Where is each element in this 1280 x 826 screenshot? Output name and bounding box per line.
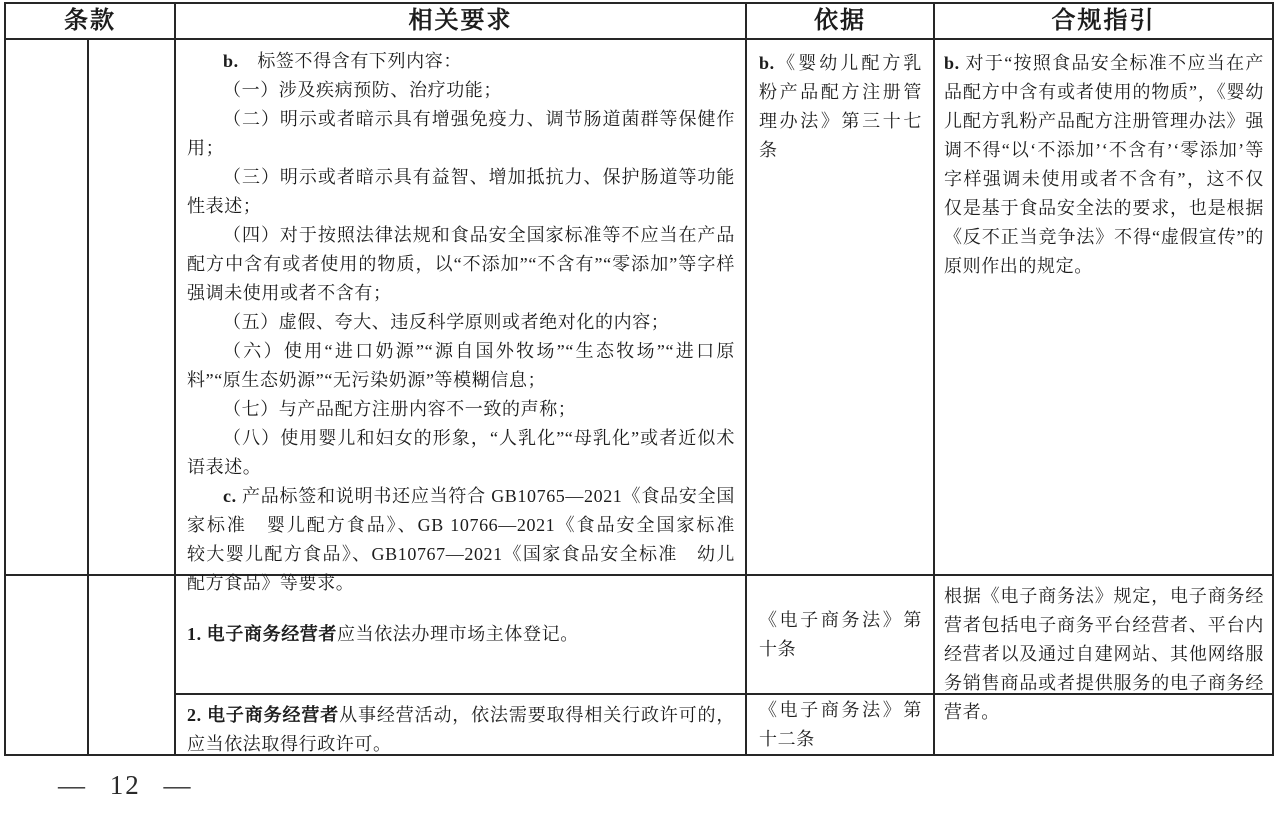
basis-cell-section1: [747, 40, 935, 576]
clause-cell-left-section2: [6, 576, 89, 754]
compliance-table: [4, 2, 1274, 756]
guidance-cell-row2: [935, 695, 1272, 754]
requirement-row1-label: 1. 电子商务经营者: [187, 624, 337, 644]
requirement-paragraph: [187, 308, 735, 337]
page-number: — 12 —: [58, 770, 193, 800]
guidance-cell-section1: [935, 40, 1272, 576]
guidance-row1-text: 根据《电子商务法》规定，电子商务经营者包括电子商务平台经营者、平台内经营者以及通过自建网站、其他网络服务销售商品或者提供服务的电子商务经营者。: [944, 586, 1264, 722]
requirement-paragraph: [187, 337, 735, 395]
requirements-cell-row2: [176, 695, 747, 754]
basis-cell-row2: [747, 695, 935, 754]
guidance-text: 对于“按照食品安全标准不应当在产品配方中含有或者使用的物质”，《婴幼儿配方乳粉产品配方注册管理办法》强调不得“以‘不添加’‘不含有’‘零添加’等字样强调未使用或者不含有”，这不仅仅是基于食品安全法的要求，也是根据《反不正当竞争法》不得“虚假宣传”的原则作出的规定。: [944, 53, 1264, 276]
paragraph-label: b.: [223, 51, 239, 71]
clause-cell-left-section1: [6, 40, 89, 576]
guidance-label: b.: [944, 53, 960, 73]
requirement-paragraph: [187, 47, 735, 76]
requirements-cell-row1: [176, 576, 747, 695]
guidance-paragraph: [944, 49, 1264, 281]
requirements-cell-section1: [176, 40, 754, 593]
basis-text: 《婴幼儿配方乳粉产品配方注册管理办法》第三十七条: [759, 53, 922, 160]
basis-paragraph: [759, 49, 922, 165]
paragraph-text: （七）与产品配方注册内容不一致的声称；: [223, 399, 577, 419]
guidance-cell-row1: [935, 576, 1272, 722]
requirement-paragraph: [187, 163, 735, 221]
paragraph-text: 产品标签和说明书还应当符合 GB10765—2021《食品安全国家标准 婴儿配方食品》、GB 10766—2021《食品安全国家标准 较大婴儿配方食品》、GB10767—2021《国家食品安全标准 幼儿配方食品》等要求。: [187, 486, 754, 593]
paragraph-text: （三）明示或者暗示具有益智、增加抵抗力、保护肠道等功能性表述；: [187, 167, 735, 216]
paragraph-label: c.: [223, 486, 237, 506]
clause-cell-right-section2: [89, 576, 176, 754]
paragraph-text: （六）使用“进口奶源”“源自国外牧场”“生态牧场”“进口原料”“原生态奶源”“无污染奶源”等模糊信息；: [187, 341, 735, 390]
requirement-row1-paragraph: [187, 620, 735, 649]
basis-cell-row1: [747, 576, 935, 695]
paragraph-text: （八）使用婴儿和妇女的形象，“人乳化”“母乳化”或者近似术语表述。: [187, 428, 735, 477]
requirement-row2-label: 2. 电子商务经营者: [187, 705, 340, 725]
header-clause: 条款: [6, 4, 176, 40]
basis-label: b.: [759, 53, 775, 73]
clause-cell-right-section1: [89, 40, 176, 576]
header-guidance: 合规指引: [935, 4, 1272, 40]
header-requirements: 相关要求: [176, 4, 747, 40]
basis-row1-text: 《电子商务法》第十条: [759, 609, 922, 659]
header-basis: 依据: [747, 4, 935, 40]
paragraph-text: 标签不得含有下列内容：: [238, 51, 462, 71]
paragraph-text: （一）涉及疾病预防、治疗功能；: [223, 80, 502, 100]
paragraph-text: （二）明示或者暗示具有增强免疫力、调节肠道菌群等保健作用；: [187, 109, 735, 158]
requirement-paragraph: [187, 424, 735, 482]
requirement-row2-paragraph: [187, 701, 735, 759]
requirement-paragraph: [187, 105, 735, 163]
requirement-row2-text: 从事经营活动，依法需要取得相关行政许可的，应当依法取得行政许可。: [187, 705, 736, 754]
requirement-paragraph: [187, 395, 735, 424]
basis-row2-text: 《电子商务法》第十二条: [759, 699, 922, 749]
requirement-paragraph: [187, 76, 735, 105]
paragraph-text: （五）虚假、夸大、违反科学原则或者绝对化的内容；: [223, 312, 670, 332]
paragraph-text: （四）对于按照法律法规和食品安全国家标准等不应当在产品配方中含有或者使用的物质，以“不添加”“不含有”“零添加”等字样强调未使用或者不含有；: [187, 225, 735, 303]
requirement-paragraph: [187, 221, 735, 308]
requirement-row1-text: 应当依法办理市场主体登记。: [337, 624, 579, 644]
